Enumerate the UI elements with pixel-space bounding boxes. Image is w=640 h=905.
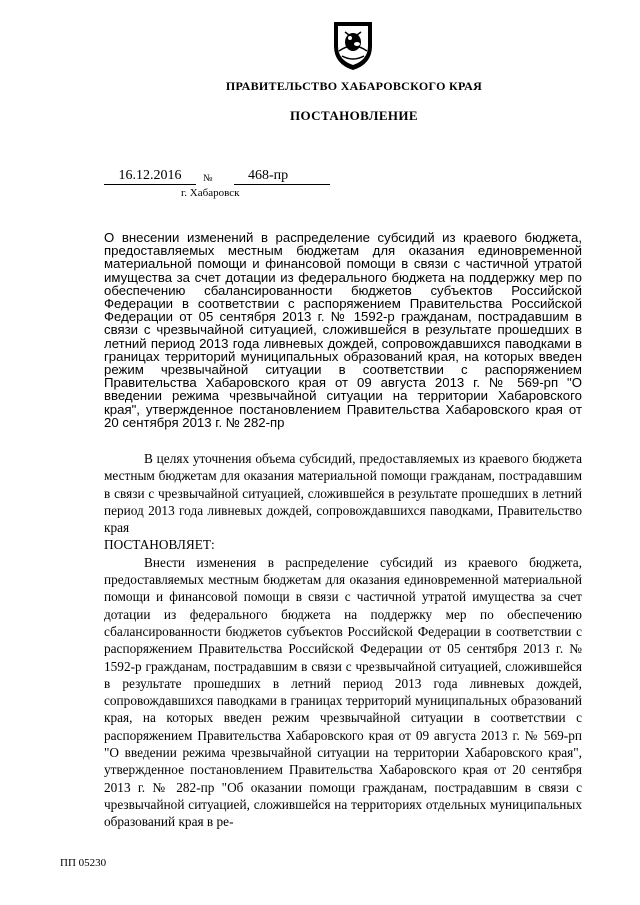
government-title: ПРАВИТЕЛЬСТВО ХАБАРОВСКОГО КРАЯ [225,79,483,93]
preamble-paragraph: В целях уточнения объема субсидий, предоставляемых из краевого бюджета местным бюджетам для оказания материальной помощи гражданам, пострадавшим в связи с чрезвычайной ситуацией, сложившейся в результате прошедших в летний период 2013 года ливневых дождей, сопровождавшихся паводками, Правительство края [104,451,582,536]
document-body [104,450,582,831]
number-sign: № [203,173,213,184]
document-type: ПОСТАНОВЛЕНИЕ [289,108,419,123]
footer-code: ПП 05230 [60,857,107,869]
document-date: 16.12.2016 [104,168,196,185]
document-city: г. Хабаровск [181,187,240,199]
document-subject: О внесении изменений в распределение субсидий из краевого бюджета, предоставляемых местным бюджетам для оказания единовременной материальной помощи и финансовой помощи в связи с частичной утратой имущества за счет дотации из федерального бюджета на поддержку мер по обеспечению сбалансированности бюджетов субъектов Российской Федерации в соответствии с распоряжением Правительства Российской Федерации от 05 сентября 2013 г. № 1592-р гражданам, пострадавшим в связи с чрезвычайной ситуацией, сложившейся в результате прошедших в летний период 2013 года ливневых дождей, сопровождавшихся паводками в границах территорий муниципальных образований края, на которых введен режим чрезвычайной ситуации в соответствии с распоряжением Правительства Хабаровского края от 09 августа 2013 г. № 569-рп "О введении режима чрезвычайной ситуации на территории Хабаровского края", утвержденное постановлением Правительства Хабаровского края от 20 сентября 2013 г. № 282-пр [104,230,582,430]
resolve-heading: ПОСТАНОВЛЯЕТ: [104,537,215,553]
coat-of-arms-icon [330,18,376,72]
resolution-item-paragraph: Внести изменения в распределение субсидий из краевого бюджета, предоставляемых местным бюджетам для оказания единовременной материальной помощи и финансовой помощи в связи с частичной утратой имущества за счет дотации из федерального бюджета на поддержку мер по обеспечению сбалансированности бюджетов субъектов Российской Федерации в соответствии с распоряжением Правительства Российской Федерации от 05 сентября 2013 г. № 1592-р гражданам, пострадавшим в связи с чрезвычайной ситуацией, сложившейся в результате прошедших в летний период 2013 года ливневых дождей, сопровождавшихся паводками в границах территорий муниципальных образований края, на которых введен режим чрезвычайной ситуации в соответствии с распоряжением Правительства Хабаровского края от 09 августа 2013 г. № 569-рп "О введении режима чрезвычайной ситуации на территории Хабаровского края", утвержденное постановлением Правительства Хабаровского края от 20 сентября 2013 г. № 282-пр "Об оказании помощи гражданам, пострадавшим в связи с чрезвычайной ситуацией, сложившейся на территориях отдельных муниципальных образований края в ре- [104,554,582,830]
document-number: 468-пр [234,168,330,185]
